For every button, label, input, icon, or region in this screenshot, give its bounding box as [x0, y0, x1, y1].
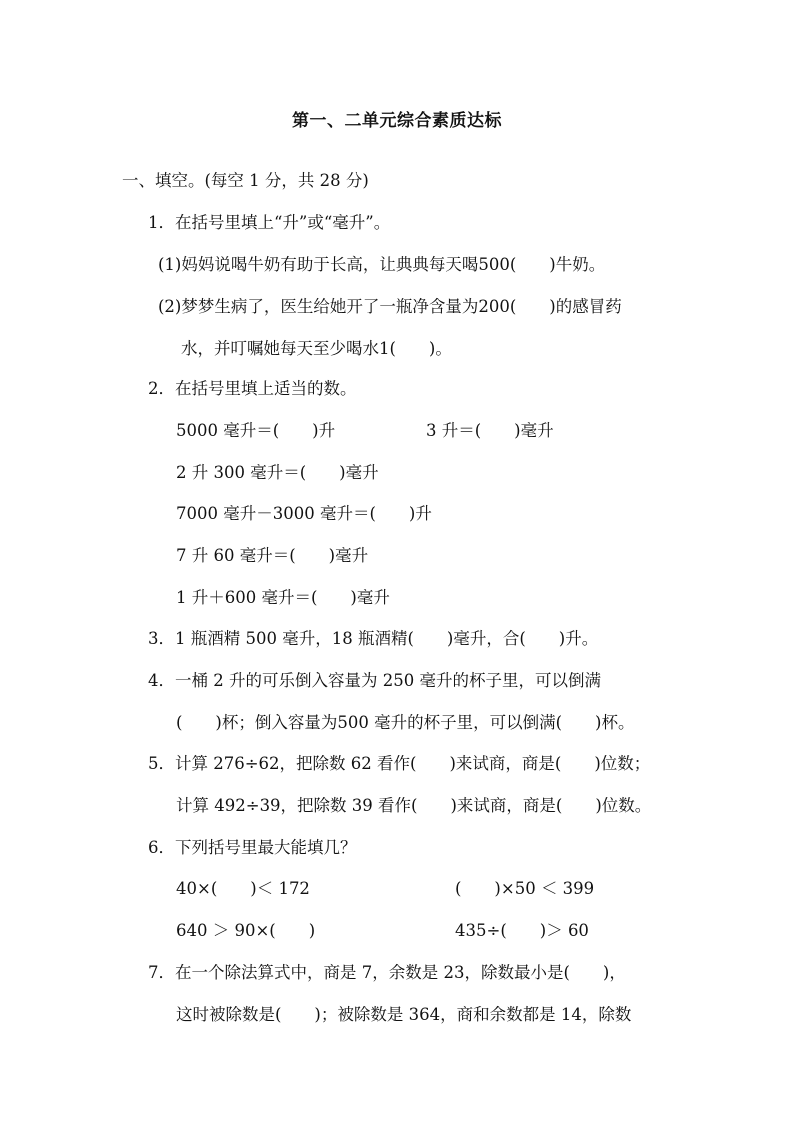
- question-2-item-2: 3 升＝( )毫升: [426, 421, 554, 440]
- question-6-item-3: 640 ＞ 90×( ): [176, 921, 316, 940]
- question-5-line-1: 5．计算 276÷62，把除数 62 看作( )来试商，商是( )位数；: [148, 754, 651, 773]
- question-1-sub-2-line-1: (2)梦梦生病了，医生给她开了一瓶净含量为200( )的感冒药: [158, 297, 622, 316]
- question-2-stem: 2．在括号里填上适当的数。: [148, 379, 357, 398]
- question-6-item-2: ( )×50 ＜ 399: [455, 879, 595, 898]
- question-5-line-2: 计算 492÷39，把除数 39 看作( )来试商，商是( )位数。: [176, 796, 652, 815]
- question-1-stem: 1．在括号里填上“升”或“毫升”。: [148, 213, 391, 232]
- question-2-item-6: 1 升＋600 毫升＝( )毫升: [176, 588, 390, 607]
- section-heading-fill-blank: 一、填空。(每空 1 分，共 28 分): [122, 171, 369, 190]
- question-3: 3．1 瓶酒精 500 毫升，18 瓶酒精( )毫升，合( )升。: [148, 629, 599, 648]
- question-2-item-4: 7000 毫升－3000 毫升＝( )升: [176, 504, 432, 523]
- question-1-sub-2-line-2: 水，并叮嘱她每天至少喝水1( )。: [181, 339, 452, 358]
- question-6-item-1: 40×( )＜ 172: [176, 879, 310, 898]
- question-6-stem: 6．下列括号里最大能填几？: [148, 838, 357, 857]
- question-1-sub-1: (1)妈妈说喝牛奶有助于长高，让典典每天喝500( )牛奶。: [158, 255, 606, 274]
- question-6-item-4: 435÷( )＞ 60: [455, 921, 589, 940]
- question-7-line-2: 这时被除数是( )；被除数是 364，商和余数都是 14，除数: [176, 1005, 632, 1024]
- question-4-line-2: ( )杯；倒入容量为500 毫升的杯子里，可以倒满( )杯。: [176, 713, 635, 732]
- question-2-item-3: 2 升 300 毫升＝( )毫升: [176, 463, 379, 482]
- question-2-item-5: 7 升 60 毫升＝( )毫升: [176, 546, 369, 565]
- question-2-item-1: 5000 毫升＝( )升: [176, 421, 336, 440]
- question-4-line-1: 4．一桶 2 升的可乐倒入容量为 250 毫升的杯子里，可以倒满: [148, 671, 601, 690]
- page-title: 第一、二单元综合素质达标: [292, 111, 502, 131]
- question-7-line-1: 7．在一个除法算式中，商是 7，余数是 23，除数最小是( )，: [148, 963, 626, 982]
